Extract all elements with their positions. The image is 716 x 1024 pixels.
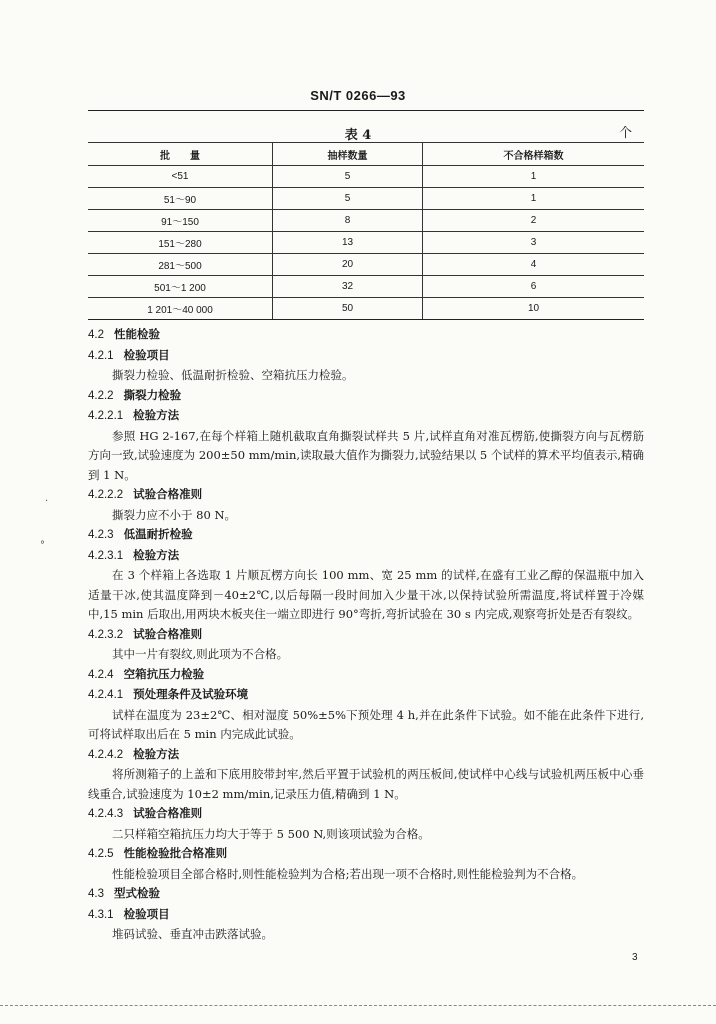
header-rule: [88, 110, 644, 111]
nonconforming-cell: 2: [423, 210, 644, 232]
table-row: [88, 276, 644, 298]
section-number: 4.3: [88, 888, 104, 900]
section-title: 低温耐折检验: [123, 527, 193, 541]
section-title: 检验方法: [133, 408, 180, 422]
column-header-batch: 批 量: [88, 143, 273, 166]
table-row: [88, 232, 644, 254]
sample-size-cell: 13: [273, 232, 423, 254]
section-title: 检验方法: [133, 547, 180, 562]
section-title: 性能检验批合格准则: [123, 846, 228, 860]
section-title: 性能检验: [114, 327, 160, 341]
section-number: 4.2.5: [88, 848, 114, 860]
batch-cell: 91～150: [88, 210, 273, 232]
section-heading: [88, 386, 644, 407]
section-title: 预处理条件及试验环境: [133, 687, 249, 701]
sample-size-cell: 5: [273, 188, 423, 210]
section-number: 4.2.4: [88, 668, 114, 681]
section-number: 4.2.3: [88, 529, 114, 541]
batch-cell: 151～280: [88, 232, 273, 254]
batch-cell: <51: [88, 166, 273, 188]
sample-size-cell: 20: [273, 254, 423, 276]
section-number: 4.2.2: [88, 389, 114, 402]
section-title: 试验合格准则: [133, 806, 203, 820]
nonconforming-cell: 4: [423, 254, 644, 276]
section-title: 撕裂力检验: [123, 387, 182, 402]
nonconforming-cell: 6: [423, 276, 644, 298]
table-row: [88, 188, 644, 210]
table-body: [88, 166, 644, 320]
table-row: [88, 210, 644, 232]
bottom-edge-rule: [0, 1005, 716, 1006]
section-number: 4.2.2.2: [88, 489, 124, 501]
sample-size-cell: 50: [273, 298, 423, 320]
batch-cell: 51～90: [88, 188, 273, 210]
section-title: 型式检验: [114, 886, 160, 900]
section-heading: [88, 804, 644, 825]
section-heading: [88, 546, 644, 567]
nonconforming-cell: 1: [423, 188, 644, 210]
paragraph: 试样在温度为 23±2℃、相对湿度 50%±5%下预处理 4 h,并在此条件下试验。如不能在此条件下进行,可将试样取出后在 5 min 内完成此试验。: [88, 707, 644, 741]
sample-size-cell: 8: [273, 210, 423, 232]
scan-mark: °: [40, 540, 45, 551]
section-title: 空箱抗压力检验: [123, 666, 205, 681]
batch-cell: 1 201～40 000: [88, 298, 273, 320]
sample-size-cell: 32: [273, 276, 423, 298]
nonconforming-cell: 3: [423, 232, 644, 254]
section-heading: [88, 625, 644, 646]
section-title: 检验项目: [123, 906, 170, 921]
paragraph: 将所测箱子的上盖和下底用胶带封牢,然后平置于试验机的两压板间,使试样中心线与试验机两压板中心垂线重合,试验速度为 10±2 mm/min,记录压力值,精确到 1 N。: [88, 767, 644, 801]
column-header-nonconforming: 不合格样箱数: [423, 143, 644, 166]
section-number: 4.2: [88, 329, 104, 341]
section-title: 试验合格准则: [133, 626, 203, 641]
batch-cell: 501～1 200: [88, 276, 273, 298]
table-row: [88, 254, 644, 276]
body-text: [88, 325, 644, 945]
nonconforming-cell: 10: [423, 298, 644, 320]
sampling-table: [88, 142, 644, 320]
table-row: [88, 298, 644, 320]
section-number: 4.2.2.1: [88, 410, 124, 422]
section-heading: [88, 406, 644, 427]
section-heading: [88, 485, 644, 506]
column-header-sample-size: 抽样数量: [273, 143, 423, 166]
section-heading: [88, 685, 644, 706]
paragraph: 其中一片有裂纹,则此项为不合格。: [112, 647, 289, 661]
section-title: 检验项目: [123, 347, 170, 362]
scan-mark: ·: [45, 496, 49, 507]
section-title: 检验方法: [133, 746, 180, 761]
section-heading: [88, 665, 644, 686]
section-number: 4.2.4.3: [88, 808, 124, 820]
section-heading: [88, 325, 644, 346]
section-number: 4.2.3.2: [88, 628, 124, 641]
paragraph: 性能检验项目全部合格时,则性能检验判为合格;若出现一项不合格时,则性能检验判为不合格。: [112, 866, 584, 881]
section-heading: [88, 905, 644, 926]
section-heading: [88, 745, 644, 766]
batch-cell: 281～500: [88, 254, 273, 276]
page-number: 3: [632, 952, 638, 963]
sample-size-cell: 5: [273, 166, 423, 188]
standard-number-header: SN/T 0266—93: [310, 88, 406, 103]
section-heading: [88, 884, 644, 905]
section-number: 4.3.1: [88, 908, 114, 921]
paragraph: 撕裂力检验、低温耐折检验、空箱抗压力检验。: [112, 368, 354, 382]
table-title: 表 4: [344, 128, 372, 143]
paragraph: 参照 HG 2-167,在每个样箱上随机截取直角撕裂试样共 5 片,试样直角对准瓦楞筋,使撕裂方向与瓦楞筋方向一致,试验速度为 200±50 mm/min,读取最大值作为撕裂力,试验结果以 5 个试样的算术平均值表示,精确到 1 N。: [88, 428, 644, 482]
section-title: 试验合格准则: [133, 487, 203, 501]
table-row: [88, 166, 644, 188]
section-number: 4.2.4.1: [88, 689, 124, 701]
section-number: 4.2.4.2: [88, 748, 124, 761]
nonconforming-cell: 1: [423, 166, 644, 188]
table-unit: 个: [619, 126, 633, 141]
section-heading: [88, 844, 644, 865]
paragraph: 堆码试验、垂直冲击跌落试验。: [112, 927, 273, 941]
paragraph: 在 3 个样箱上各选取 1 片顺瓦楞方向长 100 mm、宽 25 mm 的试样,在盛有工业乙醇的保温瓶中加入适量干冰,使其温度降到－40±2℃,以后每隔一段时间加入少量干冰,以保持试验所需温度,将试样置于冷媒中,15 min 后取出,用两块木板夹住一端立即进行 90°弯折,弯折试验在 30 s 内完成,观察弯折处是否有裂纹。: [88, 568, 644, 621]
section-number: 4.2.3.1: [88, 549, 124, 562]
section-number: 4.2.1: [88, 349, 114, 362]
section-heading: [88, 525, 644, 546]
paragraph: 二只样箱空箱抗压力均大于等于 5 500 N,则该项试验为合格。: [112, 826, 430, 841]
section-heading: [88, 346, 644, 367]
paragraph: 撕裂力应不小于 80 N。: [112, 507, 237, 522]
table-header-row: [88, 143, 644, 166]
